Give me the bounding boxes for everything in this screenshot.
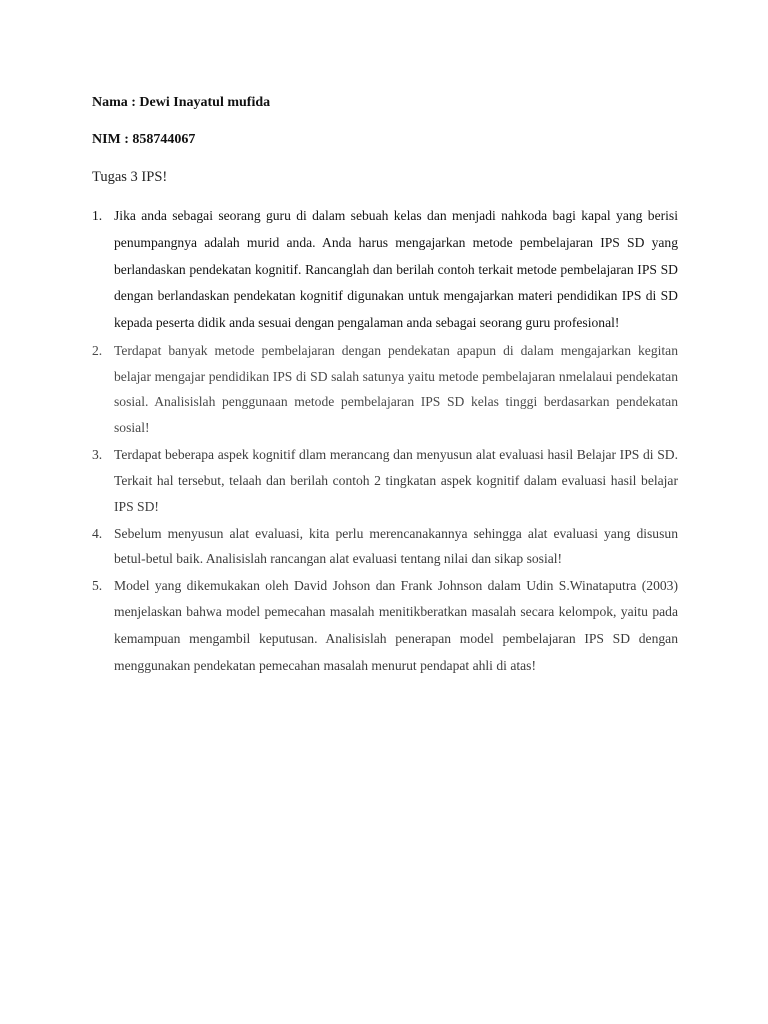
question-item-2 [92,338,678,441]
question-number: 5. [92,577,103,593]
question-text: Jika anda sebagai seorang guru di dalam sebuah kelas dan menjadi nahkoda bagi kapal yang berisi penumpangnya adalah murid anda. Anda harus mengajarkan metode pembelajaran IPS SD yang berlandaskan pendekatan kognitif. Rancanglah dan berilah contoh terkait metode pembelajaran IPS SD dengan berlandaskan pendekatan kognitif digunakan untuk mengajarkan materi pendidikan IPS di SD kepada peserta didik anda sesuai dengan pengalaman anda sebagai seorang guru profesional! [114,208,678,331]
question-item-4 [92,521,678,572]
question-text: Sebelum menyusun alat evaluasi, kita perlu merencanakannya sehingga alat evaluasi yang disusun betul-betul baik. Analisislah rancangan alat evaluasi tentang nilai dan sikap sosial! [114,525,678,567]
question-item-1 [92,203,678,337]
question-number: 4. [92,525,103,541]
task-title: Tugas 3 IPS! [92,169,168,185]
question-list [92,203,678,680]
student-nim-line: NIM : 858744067 [92,132,196,147]
question-item-3 [92,442,678,520]
student-name-line: Nama : Dewi Inayatul mufida [92,95,271,110]
question-text: Terdapat beberapa aspek kognitif dlam merancang dan menyusun alat evaluasi hasil Belajar IPS di SD. Terkait hal tersebut, telaah dan berilah contoh 2 tingkatan aspek kognitif dalam evaluasi hasil belajar IPS SD! [114,446,678,514]
question-text: Terdapat banyak metode pembelajaran dengan pendekatan apapun di dalam mengajarkan kegitan belajar mengajar pendidikan IPS di SD salah satunya yaitu metode pembelajaran nmelalaui pendekatan sosial. Analisislah penggunaan metode pembelajaran IPS SD kelas tinggi berdasarkan pendekatan sosial! [114,342,678,436]
question-number: 1. [92,208,103,223]
question-number: 2. [92,342,103,358]
question-text: Model yang dikemukakan oleh David Johson dan Frank Johnson dalam Udin S.Winataputra (2003) menjelaskan bahwa model pemecahan masalah menitikberatkan masalah secara kelompok, yaitu pada kemampuan mengambil keputusan. Analisislah penerapan model pembelajaran IPS SD dengan menggunakan pendekatan pemecahan masalah menurut pendapat ahli di atas! [114,577,678,673]
question-item-5 [92,573,678,680]
question-number: 3. [92,446,103,462]
